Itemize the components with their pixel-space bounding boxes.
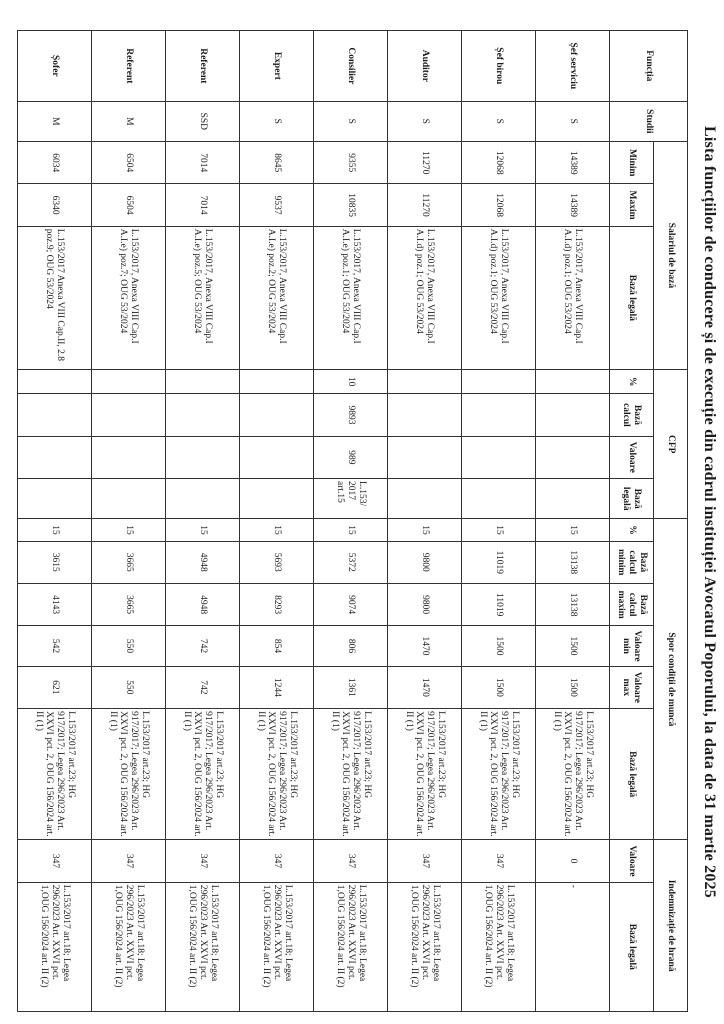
row-cfp-baza-legala (462, 479, 536, 519)
row-spor-baza-maxim: 11019 (462, 583, 536, 625)
header-spor-valoare-max: Valoare max (610, 666, 654, 708)
header-minim: Minim (610, 142, 654, 184)
row-cfp-baza-calcul (388, 394, 462, 436)
row-studii: SSD (166, 101, 240, 141)
row-salariu-baza-legala: L.153/2017, Anexa VIII Cap.I A.I.d) poz.1; OUG 53/2024 (536, 226, 610, 369)
row-spor-baza-legala: L.153/2017 art.23; HG 917/2017; Legea 296/2023 Art. XXVI pct. 2, OUG 156/2024 art. II (1) (18, 709, 92, 840)
row-cfp-baza-calcul (166, 394, 240, 436)
row-salariu-baza-legala: L.153/2017, Anexa VIII Cap.I A.I.e) poz.1; OUG 53/2024 (314, 226, 388, 369)
row-spor-baza-legala: L.153/2017 art.23; HG 917/2017; Legea 296/2023 Art. XXVI pct. 2, OUG 156/2024 art. II (1) (166, 709, 240, 840)
row-salariu-maxim: 12068 (462, 184, 536, 226)
row-spor-baza-legala: L.153/2017 art.23; HG 917/2017; Legea 296/2023 Art. XXVI pct. 2, OUG 156/2024 art. II (1) (388, 709, 462, 840)
row-cfp-valoare (166, 436, 240, 478)
row-studii: S (536, 101, 610, 141)
header-spor-valoare-min: Valoare min (610, 626, 654, 666)
row-spor-valoare-min: 1500 (536, 626, 610, 666)
header-hrana-baza-legala: Bază legală (610, 882, 654, 1011)
row-hrana-valoare: 347 (240, 840, 314, 882)
positions-table (17, 30, 688, 1012)
table-row (166, 31, 240, 1012)
header-spor-pct: % (610, 519, 654, 541)
header-spor-baza-maxim: Bază calcul maxim (610, 583, 654, 625)
row-cfp-baza-legala (240, 479, 314, 519)
row-spor-valoare-min: 1470 (388, 626, 462, 666)
row-spor-baza-minim: 9800 (388, 541, 462, 583)
row-functia: Șef serviciu (536, 31, 610, 102)
row-cfp-valoare: 989 (314, 436, 388, 478)
row-salariu-baza-legala: L.153/2017, Anexa VIII Cap.I A.I.e) poz.2; OUG 53/2024 (240, 226, 314, 369)
row-studii: S (462, 101, 536, 141)
row-spor-pct: 15 (462, 519, 536, 541)
row-functia: Consilier (314, 31, 388, 102)
row-cfp-baza-legala (388, 479, 462, 519)
table-row (388, 31, 462, 1012)
row-spor-valoare-min: 1500 (462, 626, 536, 666)
row-spor-pct: 15 (388, 519, 462, 541)
header-spor: Spor condiții de muncă (654, 519, 688, 840)
row-salariu-maxim: 9537 (240, 184, 314, 226)
row-cfp-pct (388, 370, 462, 394)
header-indemnizatie: Indemnizație de hrană (654, 840, 688, 1012)
row-hrana-valoare: 347 (462, 840, 536, 882)
row-spor-baza-maxim: 9800 (388, 583, 462, 625)
row-salariu-minim: 8645 (240, 142, 314, 184)
row-cfp-valoare (462, 436, 536, 478)
row-studii: M (92, 101, 166, 141)
row-salariu-maxim: 6340 (18, 184, 92, 226)
document-title: Lista funcțiilor de conducere și de execuție din cadrul instituției Avocatul Poporului, la data de 31 martie 2025 (701, 126, 718, 898)
row-spor-baza-minim: 3665 (92, 541, 166, 583)
row-spor-pct: 15 (92, 519, 166, 541)
row-spor-baza-maxim: 9074 (314, 583, 388, 625)
header-cfp: CFP (654, 370, 688, 519)
row-cfp-pct (462, 370, 536, 394)
row-hrana-baza-legala: L.153/2017 art.18; Legea 296/2023 Art. XXVI pct. 1,OUG 156/2024 art. II (2) (92, 882, 166, 1011)
row-cfp-baza-calcul (18, 394, 92, 436)
row-cfp-valoare (92, 436, 166, 478)
row-cfp-baza-calcul (92, 394, 166, 436)
row-cfp-baza-legala (18, 479, 92, 519)
row-spor-valoare-max: 1500 (462, 666, 536, 708)
row-hrana-baza-legala: - (536, 882, 610, 1011)
row-spor-baza-legala: L.153/2017 art.23; HG 917/2017; Legea 296/2023 Art. XXVI pct. 2, OUG 156/2024 art. II (1) (462, 709, 536, 840)
row-spor-baza-maxim: 8293 (240, 583, 314, 625)
header-cfp-baza-calcul: Bază calcul (610, 394, 654, 436)
row-hrana-baza-legala: L.153/2017 art.18; Legea 296/2023 Art. XXVI pct. 1,OUG 156/2024 art. II (2) (166, 882, 240, 1011)
table-row (462, 31, 536, 1012)
row-hrana-valoare: 347 (166, 840, 240, 882)
row-spor-valoare-min: 806 (314, 626, 388, 666)
row-salariu-minim: 12068 (462, 142, 536, 184)
row-hrana-valoare: 347 (92, 840, 166, 882)
row-spor-baza-minim: 13138 (536, 541, 610, 583)
row-salariu-minim: 9355 (314, 142, 388, 184)
row-spor-valoare-max: 550 (92, 666, 166, 708)
row-cfp-baza-calcul (536, 394, 610, 436)
row-cfp-baza-calcul (462, 394, 536, 436)
header-hrana-valoare: Valoare (610, 840, 654, 882)
row-spor-pct: 15 (166, 519, 240, 541)
row-hrana-baza-legala: L.153/2017 art.18; Legea 296/2023 Art. XXVI pct. 1,OUG 156/2024 art. II (2) (18, 882, 92, 1011)
row-spor-valoare-min: 854 (240, 626, 314, 666)
row-salariu-minim: 6504 (92, 142, 166, 184)
row-functia: Auditor (388, 31, 462, 102)
row-cfp-pct (92, 370, 166, 394)
row-spor-pct: 15 (314, 519, 388, 541)
row-salariu-maxim: 11270 (388, 184, 462, 226)
row-spor-pct: 15 (240, 519, 314, 541)
row-salariu-maxim: 7014 (166, 184, 240, 226)
row-spor-valoare-max: 1244 (240, 666, 314, 708)
row-spor-baza-legala: L.153/2017 art.23; HG 917/2017; Legea 296/2023 Art. XXVI pct. 2, OUG 156/2024 art. II (1) (240, 709, 314, 840)
header-cfp-valoare: Valoare (610, 436, 654, 478)
header-cfp-pct: % (610, 370, 654, 394)
row-salariu-baza-legala: L.153/2017, Anexa VIII Cap.I A.I.e) poz.7; OUG 53/2024 (92, 226, 166, 369)
row-salariu-maxim: 6504 (92, 184, 166, 226)
row-spor-baza-maxim: 4143 (18, 583, 92, 625)
row-hrana-valoare: 0 (536, 840, 610, 882)
row-cfp-pct (18, 370, 92, 394)
row-salariu-minim: 6034 (18, 142, 92, 184)
row-hrana-valoare: 347 (388, 840, 462, 882)
row-functia: Expert (240, 31, 314, 102)
row-studii: S (388, 101, 462, 141)
row-cfp-valoare (536, 436, 610, 478)
row-spor-valoare-max: 742 (166, 666, 240, 708)
row-studii: S (240, 101, 314, 141)
row-cfp-baza-calcul: 9893 (314, 394, 388, 436)
row-salariu-baza-legala: L.153/2017, Anexa VIII Cap.I A.I.e) poz.5; OUG 53/2024 (166, 226, 240, 369)
row-salariu-baza-legala: L.153/2017, Anexa VIII Cap.I A.I.d) poz.1; OUG 53/2024 (388, 226, 462, 369)
row-spor-valoare-min: 542 (18, 626, 92, 666)
header-spor-baza-minim: Bază calcul minim (610, 541, 654, 583)
row-hrana-baza-legala: L.153/2017 art.18; Legea 296/2023 Art. XXVI pct. 1,OUG 156/2024 art. II (2) (314, 882, 388, 1011)
table-row (314, 31, 388, 1012)
row-spor-baza-legala: L.153/2017 art.23; HG 917/2017; Legea 296/2023 Art. XXVI pct. 2, OUG 156/2024 art. II (1) (536, 709, 610, 840)
row-spor-valoare-max: 621 (18, 666, 92, 708)
row-spor-valoare-min: 742 (166, 626, 240, 666)
row-functia: Referent (166, 31, 240, 102)
row-spor-baza-minim: 5693 (240, 541, 314, 583)
row-spor-baza-legala: L.153/2017 art.23; HG 917/2017; Legea 296/2023 Art. XXVI pct. 2, OUG 156/2024 art. II (1) (314, 709, 388, 840)
row-cfp-pct (536, 370, 610, 394)
row-cfp-baza-calcul (240, 394, 314, 436)
row-hrana-baza-legala: L.153/2017 art.18; Legea 296/2023 Art. XXVI pct. 1,OUG 156/2024 art. II (2) (240, 882, 314, 1011)
row-salariu-baza-legala: L.153/2017 Anexa VIII Cap.II, 2.8 poz.9; OUG 53/2024 (18, 226, 92, 369)
row-hrana-valoare: 347 (18, 840, 92, 882)
row-cfp-baza-legala (536, 479, 610, 519)
header-functia: Funcția (610, 31, 688, 102)
row-spor-pct: 15 (18, 519, 92, 541)
row-spor-valoare-max: 1500 (536, 666, 610, 708)
row-spor-baza-maxim: 13138 (536, 583, 610, 625)
header-salariul: Salariul de bază (654, 142, 688, 370)
row-salariu-minim: 11270 (388, 142, 462, 184)
row-spor-baza-minim: 11019 (462, 541, 536, 583)
header-maxim: Maxim (610, 184, 654, 226)
row-salariu-baza-legala: L.153/2017, Anexa VIII Cap.I A.I.d) poz.1; OUG 53/2024 (462, 226, 536, 369)
row-cfp-valoare (18, 436, 92, 478)
row-spor-baza-maxim: 3665 (92, 583, 166, 625)
table-row (92, 31, 166, 1012)
row-salariu-minim: 7014 (166, 142, 240, 184)
row-spor-baza-minim: 3615 (18, 541, 92, 583)
row-spor-baza-minim: 5372 (314, 541, 388, 583)
row-hrana-baza-legala: L.153/2017 art.18; Legea 296/2023 Art. XXVI pct. 1,OUG 156/2024 art. II (2) (388, 882, 462, 1011)
row-studii: M (18, 101, 92, 141)
row-cfp-pct: 10 (314, 370, 388, 394)
row-spor-pct: 15 (536, 519, 610, 541)
table-row (536, 31, 610, 1012)
row-spor-baza-legala: L.153/2017 art.23; HG 917/2017; Legea 296/2023 Art. XXVI pct. 2, OUG 156/2024 art. II (1) (92, 709, 166, 840)
row-spor-baza-minim: 4948 (166, 541, 240, 583)
header-spor-baza-legala: Bază legală (610, 709, 654, 840)
row-spor-baza-maxim: 4948 (166, 583, 240, 625)
row-studii: S (314, 101, 388, 141)
row-cfp-valoare (388, 436, 462, 478)
row-cfp-baza-legala (166, 479, 240, 519)
header-baza-legala: Bază legală (610, 226, 654, 369)
header-studii: Studii (610, 101, 688, 141)
row-functia: Șef birou (462, 31, 536, 102)
row-functia: Referent (92, 31, 166, 102)
row-cfp-baza-legala (92, 479, 166, 519)
row-salariu-maxim: 10835 (314, 184, 388, 226)
row-cfp-valoare (240, 436, 314, 478)
row-spor-valoare-max: 1361 (314, 666, 388, 708)
table-row (18, 31, 92, 1012)
row-cfp-baza-legala: L.153/ 2017 art.15 (314, 479, 388, 519)
row-functia: Șofer (18, 31, 92, 102)
row-salariu-maxim: 14389 (536, 184, 610, 226)
row-hrana-valoare: 347 (314, 840, 388, 882)
header-cfp-baza-legala: Bază legală (610, 479, 654, 519)
table-row (240, 31, 314, 1012)
row-spor-valoare-max: 1470 (388, 666, 462, 708)
row-cfp-pct (166, 370, 240, 394)
row-hrana-baza-legala: L.153/2017 art.18; Legea 296/2023 Art. XXVI pct. 1,OUG 156/2024 art. II (2) (462, 882, 536, 1011)
row-cfp-pct (240, 370, 314, 394)
row-spor-valoare-min: 550 (92, 626, 166, 666)
row-salariu-minim: 14389 (536, 142, 610, 184)
